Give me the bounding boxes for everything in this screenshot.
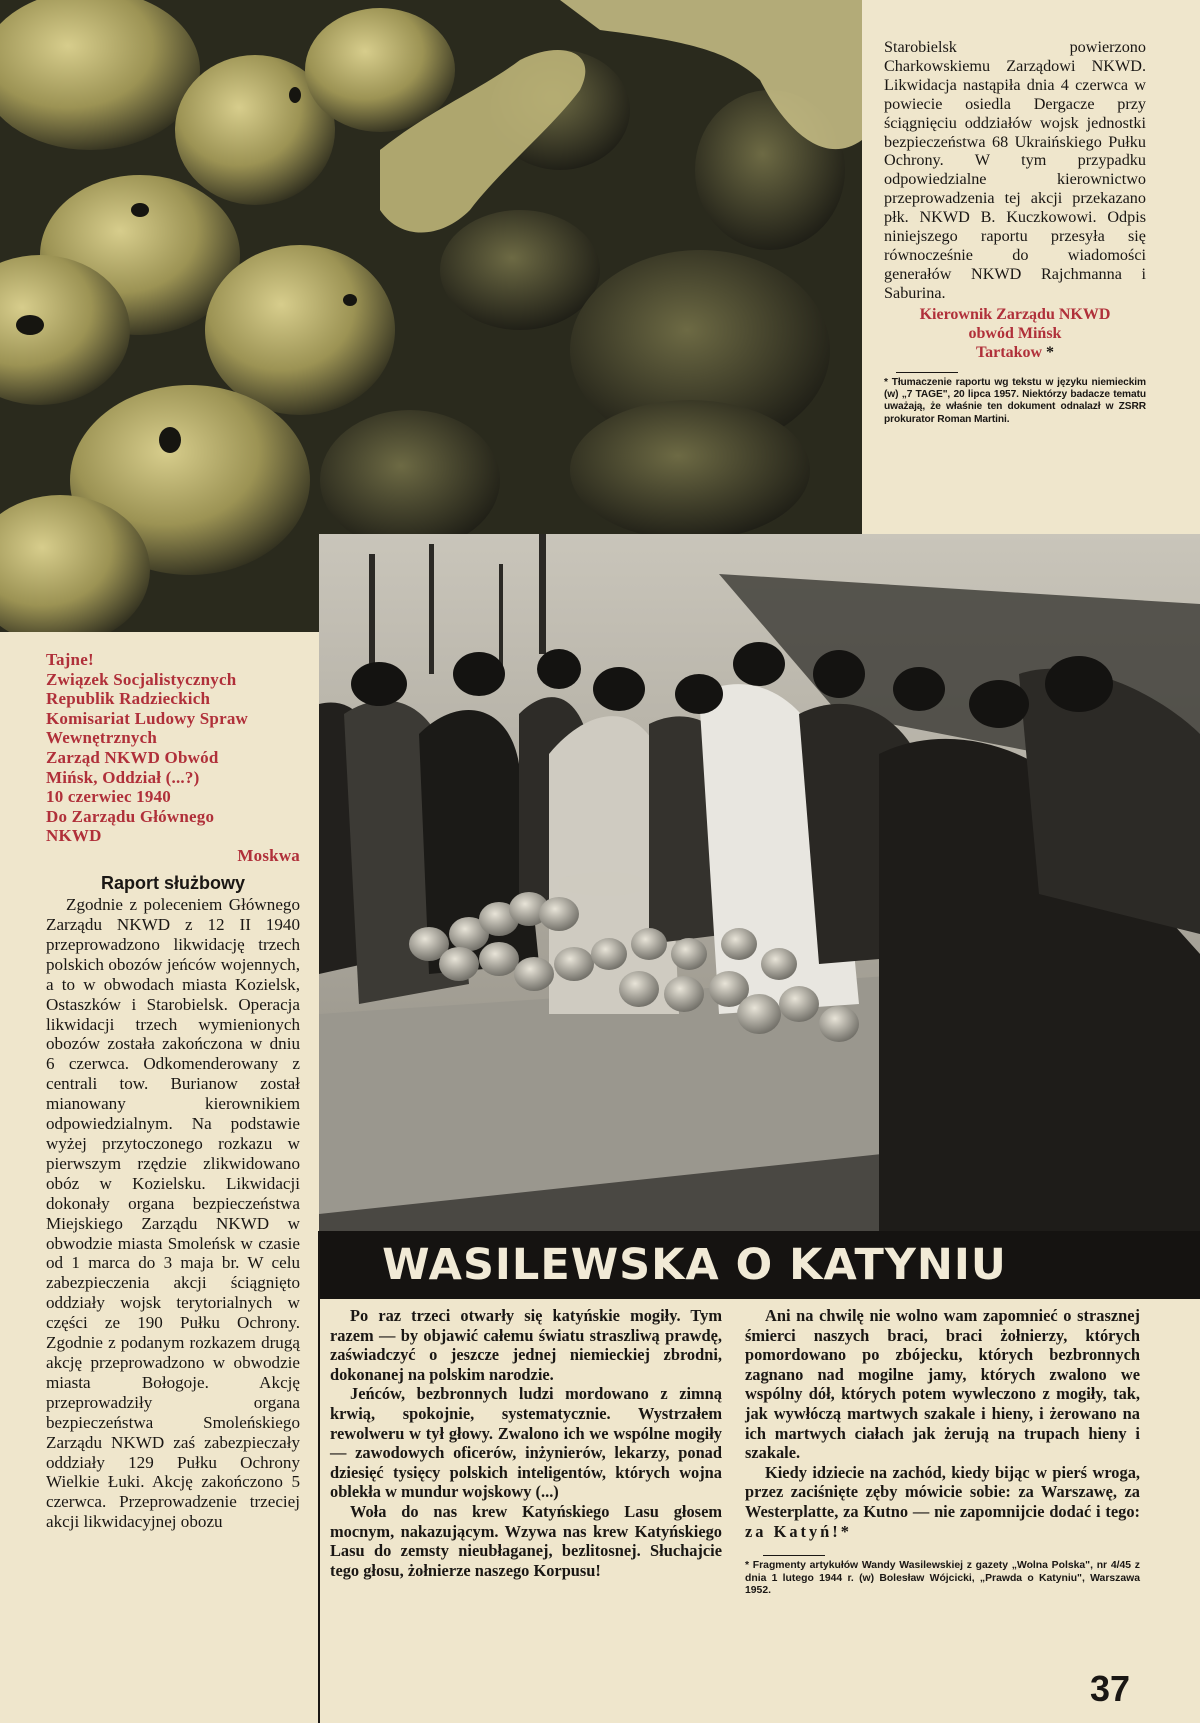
report-paragraph: Zgodnie z poleceniem Głównego Zarządu NKWD z 12 II 1940 przeprowadzono likwidację trzech polskich obozów jeńców wojennych, a to w obwodach miasta Kozielsk, Ostaszków i Starobielsk. Operacja likwidacji trzech wymienionych obozów została zakończona w dniu 6 czerwca. Odkomenderowany z centrali tow. Burianow został mianowany kierownikiem odpowiedzialnym. Na podstawie wyżej przytoczonego rozkazu w pierwszym rzędzie zlikwidowano obóz w Kozielsku. Likwidacji dokonały organa bezpieczeństwa Miejskiego Zarządu NKWD w obwodzie miasta Smoleńsk w czasie od 1 marca do 3 maja br. W celu zabezpieczenia akcji ściągnięto oddziały wojsk terytorialnych w części ze 190 Pułku Ochrony. Zgodnie z podanym rozkazem drugą akcję przeprowadzono w obwodzie miasta Bołogoje. Akcję przeprowadziły organa bezpieczeństwa Smoleńskiego Zarządu NKWD zaś zabezpieczały oddziały 129 Pułku Ochrony Wielkie Łuki. Akcję zakończono 5 czerwca. Przeprowadzenie trzeciej akcji likwidacyjnej obozu [46,895,300,1532]
report-continuation-text: Starobielsk powierzono Charkowskiemu Zarządowi NKWD. Likwidacja nastąpiła dnia 4 czerwca w powiecie osiedla Dergacze przy ściągnięciu oddziałów wojsk jednostki bezpieczeństwa 68 Ukraińskiego Pułku Ochrony. W tym przypadku odpowiedzialne kierownictwo przeprowadzenia tej akcji przekazano płk. NKWD B. Kuczkowowi. Odpis niniejszego raportu przesyła się równocześnie do wiadomości generałów NKWD Rajchmanna i Saburina. [884,38,1146,302]
header-line: Tajne! [46,650,94,669]
report-title: Raport służbowy [100,872,245,893]
header-line: Wewnętrznych [46,728,157,748]
signature-line: Kierownik Zarządu NKWD [919,305,1111,323]
footnote-divider [763,1555,825,1556]
photo-crowd-at-grave [319,534,1200,1231]
header-line: NKWD [46,826,102,846]
article-column-right [745,1306,1140,1597]
article-paragraph: Ani na chwilę nie wolno wam zapomnieć o strasznej śmierci naszych braci, braci żołnierzy, których pomordowano po zbójecku, których bezbronnych zagnano nad mogilne jamy, których zwalono we wspólny dół, których potem wywleczono z mogiły, tak, jak wywłóczą martwych szakale i hieny, i żerowano na ich martwych ciałach jak żerują na trupach hieny i szakale. [745,1306,1140,1463]
header-line: 10 czerwiec 1940 [46,787,171,807]
article-headline: WASILEWSKA O KATYNIU [382,1240,1007,1290]
report-footnote: * Tłumaczenie raportu wg tekstu w języku niemieckim (w) „7 TAGE", 20 lipca 1957. Niektórzy badacze tematu uważają, że właśnie ten dokument odnalazł w ZSRR prokurator Roman Martini. [884,376,1146,425]
article-paragraph: Po raz trzeci otwarły się katyńskie mogiły. Tym razem — by objawić całemu światu straszliwą prawdę, zaświadczyć o jeszcze jednej niemieckiej zbrodni, dokonanej na polskim narodzie. [330,1306,722,1384]
column-divider [318,1231,320,1723]
footnote-marker: * [840,1521,849,1541]
article-paragraph: Woła do nas krew Katyńskiego Lasu głosem mocnym, nakazującym. Wzywa nas krew Katyńskiego Lasu do zemsty nieubłaganej, bezlitosnej. Słuchajcie tego głosu, żołnierze naszego Korpusu! [330,1501,722,1580]
header-city: Moskwa [237,845,300,865]
closing-emphasis: za Katyń! [745,1521,841,1541]
signature-line: obwód Mińsk [968,324,1062,342]
article-footnote: * Fragmenty artykułów Wandy Wasilewskiej z gazety „Wolna Polska", nr 4/45 z dnia 1 lutego 1944 r. (w) Bolesław Wójcicki, „Prawda o Katyniu", Warszawa 1952. [745,1560,1140,1596]
article-column-left [330,1306,722,1580]
report-body [46,895,300,1532]
header-line: Związek Socjalistycznych [46,669,237,689]
header-line: Zarząd NKWD Obwód [46,747,219,767]
report-signature [884,305,1146,362]
signature-line: Tartakow * [975,343,1055,361]
report-continuation-column [884,38,1146,426]
report-column [46,650,300,1532]
footnote-divider [896,372,958,373]
document-header [46,650,300,866]
header-line: Do Zarządu Głównego [46,806,215,826]
header-line: Republik Radzieckich [46,689,211,709]
article-paragraph: Jeńców, bezbronnych ludzi mordowano z zimną krwią, spokojnie, systematycznie. Wystrzałem rewolweru w tył głowy. Zwalono ich we wspólne mogiły — zawodowych oficerów, inżynierów, lekarzy, ponad dziesięć tysięcy polskich inteligentów, których wojna oblekła w mundur wojskowy (...) [330,1384,722,1502]
footnote-marker: * [1042,343,1055,361]
headline-band [319,1231,1200,1299]
header-line: Komisariat Ludowy Spraw [46,708,249,728]
header-line: Mińsk, Oddział (...?) [46,767,200,787]
page-number: 37 [1090,1668,1131,1709]
article-paragraph: Kiedy idziecie na zachód, kiedy bijąc w pierś wroga, przez zaciśnięte zęby mówicie sobie: za Warszawę, za Westerplatte, za Kutno — nie zapomnijcie dodać i tego: za Katyń!* [745,1462,1140,1541]
